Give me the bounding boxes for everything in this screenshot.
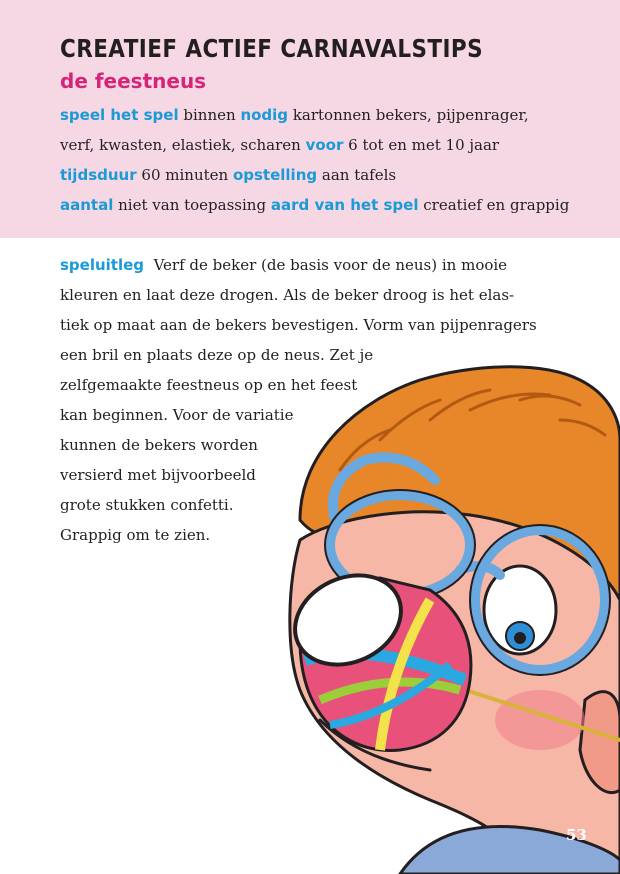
voor-label: voor — [305, 136, 344, 154]
aantal-label: aantal — [60, 196, 114, 214]
nodig-value-2: verf, kwasten, elastiek, scharen — [60, 136, 301, 154]
instruction-line: tiek op maat aan de bekers bevestigen. Vorm van pijpenragers — [60, 316, 537, 334]
eye-pupil — [514, 632, 526, 644]
speluitleg-label: speluitleg — [60, 256, 145, 274]
page-title: CREATIEF ACTIEF CARNAVALSTIPS — [60, 34, 483, 63]
opstelling-label: opstelling — [232, 166, 318, 184]
spel-value: binnen — [183, 106, 236, 124]
instruction-line — [60, 250, 590, 280]
instruction-line: kunnen de bekers worden — [60, 436, 258, 454]
nodig-label: nodig — [240, 106, 289, 124]
instruction-line: kleuren en laat deze drogen. Als de beker droog is het elas- — [60, 286, 515, 304]
opstelling-value: aan tafels — [321, 166, 397, 184]
instruction-line: grote stukken confetti. — [60, 496, 234, 514]
game-subtitle: de feestneus — [60, 69, 207, 93]
aard-label: aard van het spel — [270, 196, 419, 214]
cheek-blush — [495, 690, 585, 750]
instruction-text: Verf de beker (de basis voor de neus) in mooie — [153, 256, 508, 274]
voor-value: 6 tot en met 10 jaar — [348, 136, 500, 154]
tijdsduur-label: tijdsduur — [60, 166, 137, 184]
spel-label: speel het spel — [60, 106, 179, 124]
instruction-line: een bril en plaats deze op de neus. Zet je — [60, 346, 374, 364]
page-number: 53 — [566, 826, 587, 844]
instruction-line: versierd met bijvoorbeeld — [60, 466, 256, 484]
nodig-value-1: kartonnen bekers, pijpenrager, — [292, 106, 529, 124]
aantal-value: niet van toepassing — [118, 196, 267, 214]
aard-value: creatief en grappig — [423, 196, 570, 214]
instruction-line: kan beginnen. Voor de variatie — [60, 406, 294, 424]
instruction-line: Grappig om te zien. — [60, 526, 211, 544]
tijdsduur-value: 60 minuten — [141, 166, 229, 184]
game-instructions — [60, 250, 590, 550]
instruction-line: zelfgemaakte feestneus op en het feest — [60, 376, 358, 394]
